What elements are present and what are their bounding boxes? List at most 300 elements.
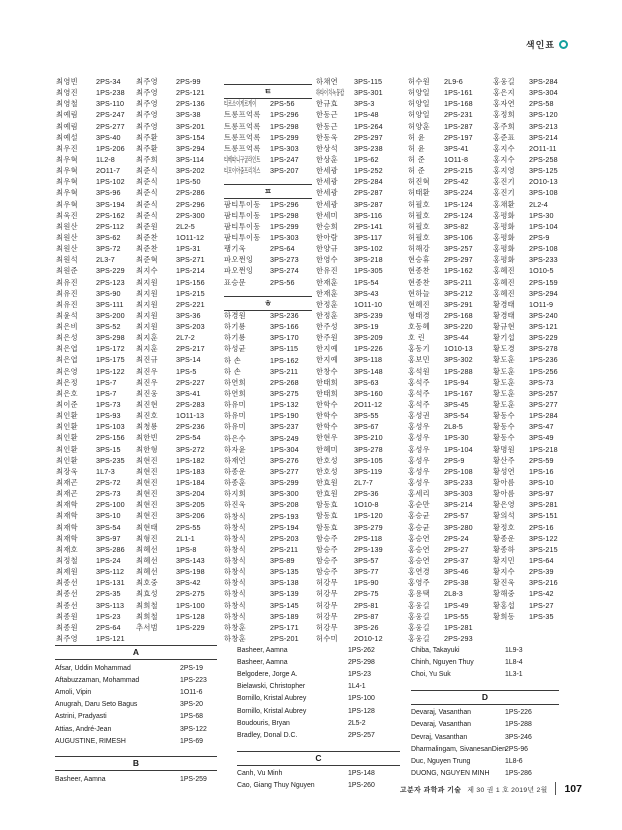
index-entry bbox=[493, 600, 573, 611]
index-entry bbox=[408, 600, 488, 611]
index-entry bbox=[316, 433, 402, 444]
entry-code: 1PS-120 bbox=[354, 511, 383, 521]
entry-code: 1PS-49 bbox=[444, 600, 469, 610]
entry-code: 2PS-277 bbox=[96, 121, 125, 131]
entry-code: 3PS-211 bbox=[444, 277, 473, 287]
entry-code: 1PS-124 bbox=[444, 199, 473, 209]
entry-name: 홍웅길 bbox=[493, 76, 516, 86]
entry-code: 1PS-206 bbox=[96, 143, 125, 153]
entry-code: 2PS-171 bbox=[270, 622, 299, 632]
index-column-2 bbox=[136, 76, 218, 633]
entry-code: 3PS-10 bbox=[529, 478, 554, 488]
index-entry bbox=[136, 611, 218, 622]
entry-code: 3PS-3 bbox=[354, 99, 375, 109]
index-entry bbox=[56, 265, 136, 276]
entry-name: 허강무 bbox=[316, 611, 339, 621]
index-entry bbox=[56, 332, 136, 343]
entry-code: 1PS-167 bbox=[444, 388, 473, 398]
entry-name: 황아름 bbox=[493, 478, 516, 488]
index-entry bbox=[408, 566, 488, 577]
entry-code: 2PS-123 bbox=[96, 277, 125, 287]
entry-name: 최주영 bbox=[136, 88, 159, 98]
entry-name: 최종원 bbox=[56, 622, 79, 632]
entry-name: 하창식 bbox=[224, 600, 247, 610]
entry-name: 최우혁 bbox=[56, 177, 79, 187]
index-entry bbox=[316, 187, 402, 198]
entry-name: 최준원 bbox=[136, 221, 159, 231]
entry-name: 홍승연 bbox=[408, 556, 431, 566]
index-entry bbox=[224, 477, 312, 488]
entry-code: 1PS-288 bbox=[505, 721, 532, 729]
entry-code: 3PS-284 bbox=[529, 76, 558, 86]
index-entry bbox=[136, 522, 218, 533]
entry-code: 1PS-182 bbox=[176, 455, 205, 465]
entry-name: 홍혜진 bbox=[493, 266, 516, 276]
entry-code: 2L2-5 bbox=[176, 221, 195, 231]
entry-code: 1PS-262 bbox=[348, 646, 375, 654]
index-entry bbox=[136, 533, 218, 544]
index-entry bbox=[316, 343, 402, 354]
index-entry bbox=[411, 669, 559, 681]
entry-code: 3PS-240 bbox=[529, 310, 558, 320]
entry-code: 2L7-2 bbox=[176, 333, 195, 343]
index-entry bbox=[136, 232, 218, 243]
index-entry bbox=[56, 533, 136, 544]
entry-name: 트롱프억록 bbox=[224, 143, 261, 153]
index-entry bbox=[316, 388, 402, 399]
index-entry bbox=[224, 343, 312, 354]
entry-code: 1PS-23 bbox=[348, 671, 371, 679]
index-entry bbox=[136, 98, 218, 109]
entry-name: 최현진 bbox=[136, 455, 159, 465]
entry-name: 최우진 bbox=[56, 143, 79, 153]
index-entry bbox=[55, 736, 217, 748]
index-entry bbox=[493, 466, 573, 477]
entry-name: 최주환 bbox=[136, 132, 159, 142]
entry-code: 3PS-97 bbox=[529, 489, 554, 499]
index-entry bbox=[136, 488, 218, 499]
section-letter: ㅍ bbox=[224, 184, 312, 199]
index-entry bbox=[55, 663, 217, 675]
index-entry bbox=[316, 288, 402, 299]
entry-code: 1PS-64 bbox=[529, 556, 554, 566]
index-entry bbox=[493, 288, 573, 299]
index-entry bbox=[493, 433, 573, 444]
index-entry bbox=[408, 555, 488, 566]
entry-code: 2PS-201 bbox=[270, 634, 299, 644]
entry-name: 홍혜진 bbox=[493, 288, 516, 298]
index-entry bbox=[411, 756, 559, 768]
entry-name: 트롱프억록 bbox=[224, 110, 261, 120]
index-entry bbox=[56, 254, 136, 265]
entry-code: 2PS-275 bbox=[176, 589, 205, 599]
index-entry bbox=[224, 355, 312, 366]
section-header-ㅎ bbox=[224, 288, 312, 310]
entry-name: 한재훈 bbox=[316, 277, 339, 287]
entry-name: 홍성우 bbox=[408, 433, 431, 443]
entry-code: 3PS-44 bbox=[444, 333, 469, 343]
index-entry bbox=[136, 187, 218, 198]
index-entry bbox=[136, 310, 218, 321]
entry-name: 홍성우 bbox=[408, 422, 431, 432]
entry-code: 1PS-183 bbox=[176, 466, 205, 476]
entry-name: 홍지수 bbox=[493, 143, 516, 153]
entry-name: 최형진 bbox=[136, 533, 159, 543]
index-entry bbox=[56, 132, 136, 143]
index-entry bbox=[493, 232, 573, 243]
entry-code: 1PS-296 bbox=[270, 199, 299, 209]
entry-code: 2PS-57 bbox=[444, 511, 469, 521]
entry-code: 1PS-299 bbox=[270, 221, 299, 231]
index-entry bbox=[411, 744, 559, 756]
index-entry bbox=[224, 499, 312, 510]
entry-name: 팜티투이동 bbox=[224, 221, 261, 231]
entry-name: Devaraj, Vasanthan bbox=[411, 721, 472, 729]
entry-name: 최유진 bbox=[56, 288, 79, 298]
entry-name: 함동효 bbox=[316, 500, 339, 510]
entry-name: 최주환 bbox=[136, 143, 159, 153]
entry-name: 최주영 bbox=[136, 99, 159, 109]
entry-code: 1PS-214 bbox=[176, 266, 205, 276]
entry-name: Cao, Giang Thuy Nguyen bbox=[237, 782, 315, 790]
index-entry bbox=[136, 477, 218, 488]
entry-name: 최은성 bbox=[56, 333, 79, 343]
entry-code: 3PS-143 bbox=[176, 556, 205, 566]
entry-code: 1PS-162 bbox=[270, 355, 299, 365]
index-entry bbox=[316, 232, 402, 243]
entry-name: 허양일 bbox=[408, 99, 431, 109]
entry-name: 허강무 bbox=[316, 622, 339, 632]
entry-name: 최혜선 bbox=[136, 544, 159, 554]
entry-code: 3PS-291 bbox=[444, 299, 473, 309]
entry-code: 2PS-231 bbox=[444, 110, 473, 120]
entry-name: 허진혁 bbox=[408, 177, 431, 187]
entry-name: 최지원 bbox=[136, 277, 159, 287]
entry-code: 3PS-46 bbox=[444, 567, 469, 577]
index-entry bbox=[136, 555, 218, 566]
section-header-D bbox=[411, 690, 559, 705]
index-entry bbox=[408, 611, 488, 622]
index-entry bbox=[408, 87, 488, 98]
entry-name: Basheer, Aamna bbox=[55, 775, 106, 783]
entry-name: 최주영 bbox=[56, 634, 79, 643]
index-entry bbox=[136, 254, 218, 265]
entry-name: 홍웅길 bbox=[408, 600, 431, 610]
entry-name: 한세미 bbox=[316, 210, 339, 220]
entry-name: 최현진 bbox=[136, 511, 159, 521]
entry-code: 3PS-246 bbox=[505, 733, 532, 741]
index-entry bbox=[408, 510, 488, 521]
index-entry bbox=[316, 310, 402, 321]
entry-code: 2PS-293 bbox=[444, 634, 473, 643]
index-column-5 bbox=[408, 76, 488, 644]
index-entry bbox=[493, 566, 573, 577]
entry-code: 3PS-298 bbox=[96, 333, 125, 343]
entry-name: 황도훈 bbox=[493, 377, 516, 387]
entry-name: 최한형 bbox=[136, 444, 159, 454]
entry-code: 1L9-3 bbox=[505, 646, 523, 654]
index-entry bbox=[224, 121, 312, 132]
index-entry bbox=[136, 544, 218, 555]
section-header-ㅍ bbox=[224, 176, 312, 198]
entry-name: 최재학 bbox=[56, 500, 79, 510]
entry-code: 2L7-7 bbox=[354, 478, 373, 488]
entry-code: 2PS-100 bbox=[96, 500, 125, 510]
entry-code: 3PS-215 bbox=[529, 544, 558, 554]
entry-name: 홍평화 bbox=[493, 255, 516, 265]
entry-code: 3PS-14 bbox=[176, 355, 201, 365]
entry-name: 허양일 bbox=[408, 88, 431, 98]
entry-name: 하채연 bbox=[316, 76, 339, 86]
index-entry bbox=[408, 277, 488, 288]
index-entry bbox=[316, 243, 402, 254]
entry-name: 현종찬 bbox=[408, 266, 431, 276]
entry-name: 최재호 bbox=[56, 544, 79, 554]
entry-code: 3PS-42 bbox=[176, 578, 201, 588]
entry-code: 3PS-97 bbox=[96, 533, 121, 543]
entry-name: 하 손 bbox=[224, 355, 242, 365]
entry-code: 3PS-114 bbox=[176, 154, 205, 164]
entry-name: 최재학 bbox=[56, 511, 79, 521]
entry-name: 황산주 bbox=[493, 455, 516, 465]
index-entry bbox=[316, 109, 402, 120]
index-entry bbox=[224, 466, 312, 477]
entry-code: 1PS-287 bbox=[444, 121, 473, 131]
index-entry bbox=[408, 477, 488, 488]
index-entry bbox=[408, 187, 488, 198]
entry-name: 홍동기 bbox=[408, 344, 431, 354]
index-entry bbox=[408, 109, 488, 120]
entry-name: 티르소이게르게이 bbox=[224, 99, 257, 109]
entry-name: 홍진기 bbox=[493, 188, 516, 198]
index-entry bbox=[55, 675, 217, 687]
entry-code: 3PS-82 bbox=[444, 221, 469, 231]
entry-name: 파오쩐잉 bbox=[224, 266, 254, 276]
entry-code: 3PS-45 bbox=[444, 400, 469, 410]
entry-name: 황아름 bbox=[493, 489, 516, 499]
entry-name: 허해강 bbox=[408, 244, 431, 254]
index-entry bbox=[224, 455, 312, 466]
entry-code: 3PS-63 bbox=[354, 377, 379, 387]
entry-name: 허태환 bbox=[408, 188, 431, 198]
entry-name: 홍채환 bbox=[493, 199, 516, 209]
index-entry bbox=[408, 421, 488, 432]
entry-code: 2PS-268 bbox=[270, 377, 299, 387]
entry-name: 황종하 bbox=[493, 544, 516, 554]
index-entry bbox=[316, 366, 402, 377]
entry-code: 2PS-42 bbox=[444, 177, 469, 187]
entry-code: 3PS-120 bbox=[529, 110, 558, 120]
index-entry bbox=[224, 577, 312, 588]
page-number: 107 bbox=[564, 782, 582, 795]
index-entry bbox=[56, 76, 136, 87]
entry-name: 최영빈 bbox=[56, 76, 79, 86]
index-entry bbox=[408, 210, 488, 221]
index-entry bbox=[56, 622, 136, 633]
entry-code: 1PS-238 bbox=[96, 88, 125, 98]
entry-name: 황명원 bbox=[493, 444, 516, 454]
index-entry bbox=[316, 455, 402, 466]
entry-code: 3PS-294 bbox=[176, 143, 205, 153]
index-donut-icon bbox=[559, 40, 568, 49]
entry-name: 최인환 bbox=[56, 444, 79, 454]
entry-name: 한세광 bbox=[316, 188, 339, 198]
entry-name: 최원산 bbox=[56, 244, 79, 254]
index-entry bbox=[224, 544, 312, 555]
entry-name: Duc, Nguyen Trung bbox=[411, 757, 471, 765]
entry-code: 3PS-26 bbox=[354, 622, 379, 632]
entry-name: 최욱진 bbox=[56, 210, 79, 220]
entry-code: 3PS-77 bbox=[354, 567, 379, 577]
index-entry bbox=[408, 633, 488, 644]
entry-name: 함승주 bbox=[316, 567, 339, 577]
index-entry bbox=[56, 410, 136, 421]
index-entry bbox=[56, 321, 136, 332]
index-entry bbox=[55, 687, 217, 699]
entry-name: 최진우 bbox=[136, 366, 159, 376]
entry-code: 1PS-8 bbox=[176, 544, 197, 554]
index-entry bbox=[408, 143, 488, 154]
index-entry bbox=[408, 533, 488, 544]
entry-name: 홍승연 bbox=[408, 533, 431, 543]
entry-name: 최지원 bbox=[136, 288, 159, 298]
entry-name: 최현진 bbox=[136, 478, 159, 488]
entry-code: 1PS-236 bbox=[529, 355, 558, 365]
index-entry bbox=[493, 488, 573, 499]
entry-code: 1PS-5 bbox=[176, 366, 197, 376]
index-entry bbox=[56, 588, 136, 599]
entry-code: 3PS-214 bbox=[529, 132, 558, 142]
entry-name: 홍준표 bbox=[493, 132, 516, 142]
entry-name: 최지수 bbox=[136, 266, 159, 276]
entry-code: 3PS-38 bbox=[176, 110, 201, 120]
entry-code: 2L8-5 bbox=[444, 422, 463, 432]
entry-name: 최준식 bbox=[136, 166, 159, 176]
index-entry bbox=[224, 377, 312, 388]
entry-name: 황지민 bbox=[493, 556, 516, 566]
entry-code: 2PS-121 bbox=[176, 88, 205, 98]
entry-name: 하창식 bbox=[224, 567, 247, 577]
entry-code: 1PS-93 bbox=[96, 411, 121, 421]
entry-code: 3PS-118 bbox=[354, 355, 383, 365]
entry-name: 최우혁 bbox=[56, 166, 79, 176]
entry-code: 3PS-214 bbox=[444, 500, 473, 510]
index-entry bbox=[493, 132, 573, 143]
entry-code: 1PS-156 bbox=[176, 277, 205, 287]
entry-name: 최우혁 bbox=[56, 199, 79, 209]
index-entry bbox=[493, 210, 573, 221]
entry-code: 3PS-216 bbox=[529, 578, 558, 588]
index-entry bbox=[411, 645, 559, 657]
index-entry bbox=[237, 781, 400, 793]
entry-name: 현혜진 bbox=[408, 299, 431, 309]
index-entry bbox=[224, 399, 312, 410]
index-entry bbox=[408, 433, 488, 444]
index-entry bbox=[56, 187, 136, 198]
entry-name: 현종찬 bbox=[408, 277, 431, 287]
entry-code: 3PS-229 bbox=[96, 266, 125, 276]
index-entry bbox=[56, 477, 136, 488]
entry-name: 하창식 bbox=[224, 522, 247, 532]
index-entry bbox=[237, 645, 400, 657]
entry-name: 하기룡 bbox=[224, 322, 247, 332]
entry-code: 3PS-54 bbox=[96, 522, 121, 532]
journal-title: 고분자 과학과 기술 bbox=[400, 786, 462, 794]
index-entry bbox=[56, 633, 136, 644]
entry-name: 최진현 bbox=[136, 400, 159, 410]
entry-name: Choi, Yu Suk bbox=[411, 671, 451, 679]
entry-code: 3PS-10 bbox=[96, 511, 121, 521]
index-entry bbox=[136, 444, 218, 455]
entry-code: 3PS-96 bbox=[96, 188, 121, 198]
entry-name: 한유진 bbox=[316, 266, 339, 276]
index-entry bbox=[493, 165, 573, 176]
entry-code: 3PS-299 bbox=[270, 478, 299, 488]
index-entry bbox=[408, 121, 488, 132]
entry-code: 1L4-1 bbox=[348, 683, 366, 691]
index-entry bbox=[316, 611, 402, 622]
entry-name: 홍승연 bbox=[408, 544, 431, 554]
entry-code: 1PS-16 bbox=[529, 466, 554, 476]
index-entry bbox=[408, 366, 488, 377]
entry-name: Astrini, Pradyasti bbox=[55, 713, 107, 721]
entry-name: 허필호 bbox=[408, 221, 431, 231]
entry-code: 1PS-175 bbox=[96, 355, 125, 365]
index-entry bbox=[136, 109, 218, 120]
entry-code: 3PS-135 bbox=[270, 567, 299, 577]
entry-code: 1PS-31 bbox=[176, 244, 201, 254]
entry-code: 3PS-62 bbox=[96, 232, 121, 242]
entry-code: 2PS-39 bbox=[529, 567, 554, 577]
entry-code: 3PS-55 bbox=[354, 411, 379, 421]
entry-code: 1PS-298 bbox=[270, 210, 299, 220]
entry-code: 1PS-132 bbox=[270, 400, 299, 410]
index-entry bbox=[56, 488, 136, 499]
entry-name: 최은엽 bbox=[56, 344, 79, 354]
entry-code: 1PS-100 bbox=[348, 695, 375, 703]
entry-code: 2PS-56 bbox=[270, 99, 295, 109]
entry-name: 한동욱 bbox=[316, 132, 339, 142]
index-entry bbox=[224, 332, 312, 343]
entry-code: 1PS-102 bbox=[96, 177, 125, 187]
entry-name: 최현진 bbox=[136, 500, 159, 510]
index-entry bbox=[316, 600, 402, 611]
entry-name: 한아람 bbox=[316, 232, 339, 242]
entry-code: 1PS-304 bbox=[270, 444, 299, 454]
index-entry bbox=[316, 499, 402, 510]
entry-name: 허양일 bbox=[408, 110, 431, 120]
index-entry bbox=[136, 143, 218, 154]
index-entry bbox=[316, 522, 402, 533]
index-entry bbox=[493, 544, 573, 555]
entry-name: 하창식 bbox=[224, 578, 247, 588]
entry-code: 1PS-42 bbox=[529, 589, 554, 599]
entry-code: 2PS-64 bbox=[96, 622, 121, 632]
entry-code: 2PS-297 bbox=[444, 255, 473, 265]
entry-name: 최현태 bbox=[136, 522, 159, 532]
entry-code: 1PS-303 bbox=[270, 143, 299, 153]
entry-code: 3PS-249 bbox=[270, 433, 299, 443]
entry-name: 최우혁 bbox=[56, 188, 79, 198]
entry-name: 한동근 bbox=[316, 110, 339, 120]
entry-name: 최지원 bbox=[136, 299, 159, 309]
index-entry bbox=[136, 210, 218, 221]
entry-code: 3PS-224 bbox=[444, 188, 473, 198]
entry-code: 3PS-138 bbox=[270, 578, 299, 588]
index-entry bbox=[493, 477, 573, 488]
index-entry bbox=[493, 332, 573, 343]
entry-code: 3PS-294 bbox=[529, 288, 558, 298]
